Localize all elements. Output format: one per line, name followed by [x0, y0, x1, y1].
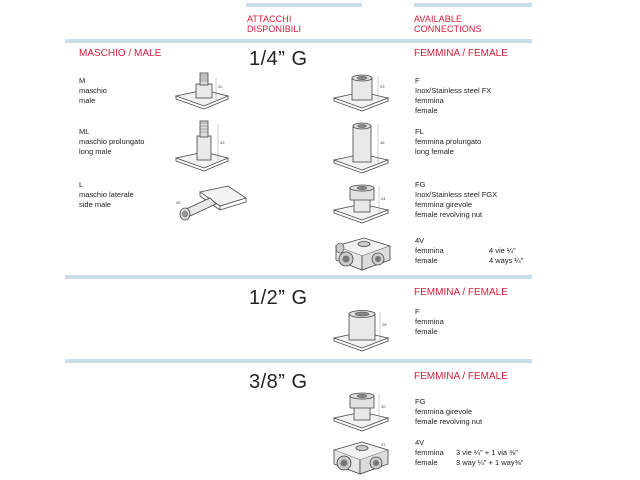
item-L-label: L maschio laterale side male [79, 180, 134, 209]
item-4V-label: 4V femmina female [415, 236, 444, 265]
item-4V-38-ways: 3 vie ¼” + 1 via ⅜” 3 way ¼” + 1 way⅜” [456, 448, 524, 467]
right-section-title: FEMMINA / FEMALE [414, 48, 508, 59]
section-size-three-eighths: 3/8” G [249, 371, 308, 393]
female-half-inch-drawing [330, 306, 392, 354]
dimension-label: 43 [220, 140, 225, 145]
four-way-block-three-eighths-drawing [326, 432, 394, 476]
dimension-label: 30 [381, 404, 386, 409]
female-revolving-nut-three-eighths-drawing [330, 390, 392, 434]
item-4V-ways: 4 vie ¼” 4 ways ¼” [489, 246, 524, 265]
long-female-fitting-drawing [330, 118, 392, 176]
section-divider-3 [65, 359, 532, 363]
dimension-label: 24 [381, 196, 386, 201]
header-bar-center [246, 3, 362, 7]
item-F-half-label: F femmina female [415, 307, 444, 336]
item-FG-38-label: FG femmina girevole female revolving nut [415, 397, 483, 426]
dimension-label: 20 [218, 84, 223, 89]
section-divider-2 [65, 275, 532, 279]
right-section-title-three-eighths: FEMMINA / FEMALE [414, 371, 508, 382]
four-way-block-drawing [328, 228, 396, 272]
section-divider-1 [65, 39, 532, 43]
side-male-fitting-drawing [170, 180, 250, 228]
section-size-quarter: 1/4” G [249, 48, 308, 70]
item-ML-label: ML maschio prolungato long male [79, 127, 145, 156]
item-FL-label: FL femmina prolungato long female [415, 127, 482, 156]
right-section-title-half: FEMMINA / FEMALE [414, 287, 508, 298]
female-revolving-nut-drawing [330, 180, 392, 226]
header-bar-right [414, 3, 532, 7]
item-F-label: F Inox/Stainless steel FX femmina female [415, 76, 492, 115]
male-fitting-drawing [172, 70, 232, 112]
item-4V-38-label: 4V femmina female [415, 438, 444, 467]
dimension-label: 26 [176, 200, 181, 205]
left-section-title: MASCHIO / MALE [79, 48, 162, 59]
header-column-english: AVAILABLE CONNECTIONS [414, 14, 482, 34]
item-M-label: M maschio male [79, 76, 107, 105]
dimension-label: 23 [380, 84, 385, 89]
section-size-half: 1/2” G [249, 287, 308, 309]
header-column-italian: ATTACCHI DISPONIBILI [247, 14, 302, 34]
dimension-label: 28 [382, 322, 387, 327]
dimension-label: 36 [380, 140, 385, 145]
female-fitting-drawing [330, 70, 392, 114]
item-FG-label: FG Inox/Stainless steel FGX femmina girevole female revolving nut [415, 180, 498, 219]
dimension-label: 37 [381, 442, 386, 447]
long-male-fitting-drawing [172, 118, 232, 176]
